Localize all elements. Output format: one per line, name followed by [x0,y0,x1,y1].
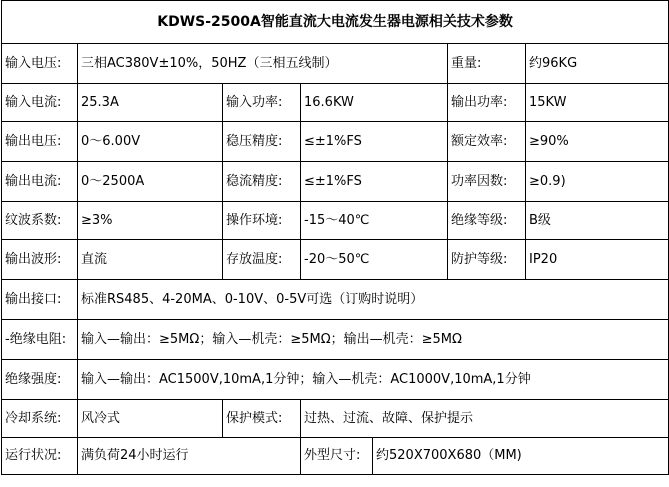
param-value: 风冷式 [78,400,223,438]
spec-table [1,0,669,475]
param-value: 直流 [78,240,223,280]
table-row [2,122,669,162]
param-label: 运行状况: [2,438,78,475]
param-label: 操作环境: [223,202,301,240]
table-row [2,84,669,122]
param-value: 满负荷24小时运行 [78,438,301,475]
param-label: 存放温度: [223,240,301,280]
table-row [2,400,669,438]
param-value: B级 [526,202,669,240]
param-value: 过热、过流、故障、保护提示 [301,400,669,438]
param-label: 额定效率: [448,122,526,162]
param-value: 输入—输出：≥5MΩ；输入—机壳：≥5MΩ；输出—机壳：≥5MΩ [78,320,669,360]
table-row [2,280,669,320]
param-value: ≤±1%FS [301,162,448,202]
param-label: 纹波系数: [2,202,78,240]
table-row [2,162,669,202]
param-label: 输出功率: [448,84,526,122]
table-row [2,44,669,84]
param-value: 约96KG [526,44,669,84]
table-title: KDWS-2500A智能直流大电流发生器电源相关技术参数 [2,1,669,44]
param-value: 标准RS485、4-20MA、0-10V、0-5V可选（订购时说明） [78,280,669,320]
param-label: 输出电流: [2,162,78,202]
param-label: 功率因数: [448,162,526,202]
param-value: ≥90% [526,122,669,162]
param-label: 输出波形: [2,240,78,280]
param-label: 稳压精度: [223,122,301,162]
param-value: -15～40℃ [301,202,448,240]
param-value: 25.3A [78,84,223,122]
param-value: 15KW [526,84,669,122]
table-row [2,438,669,475]
param-label: 输入电流: [2,84,78,122]
param-label: 保护模式: [223,400,301,438]
param-value: 约520X700X680（MM) [373,438,669,475]
param-label: 输入电压: [2,44,78,84]
param-value: ≥0.9) [526,162,669,202]
param-value: ≤±1%FS [301,122,448,162]
param-label: 冷却系统: [2,400,78,438]
param-label: 外型尺寸: [301,438,373,475]
param-label: 绝缘强度: [2,360,78,400]
table-row [2,240,669,280]
param-value: 0～2500A [78,162,223,202]
param-value: 输入—输出：AC1500V,10mA,1分钟；输入—机壳：AC1000V,10mA,1分钟 [78,360,669,400]
table-row [2,360,669,400]
param-value: 16.6KW [301,84,448,122]
param-value: -20～50℃ [301,240,448,280]
param-label: 输入功率: [223,84,301,122]
param-label: -绝缘电阻: [2,320,78,360]
param-value: ≥3% [78,202,223,240]
param-label: 绝缘等级: [448,202,526,240]
param-label: 防护等级: [448,240,526,280]
param-label: 稳流精度: [223,162,301,202]
title-row [2,1,669,44]
table-row [2,320,669,360]
param-label: 输出电压: [2,122,78,162]
param-value: 0～6.00V [78,122,223,162]
param-value: IP20 [526,240,669,280]
table-row [2,202,669,240]
param-label: 重量: [448,44,526,84]
param-value: 三相AC380V±10%，50HZ（三相五线制） [78,44,448,84]
param-label: 输出接口: [2,280,78,320]
